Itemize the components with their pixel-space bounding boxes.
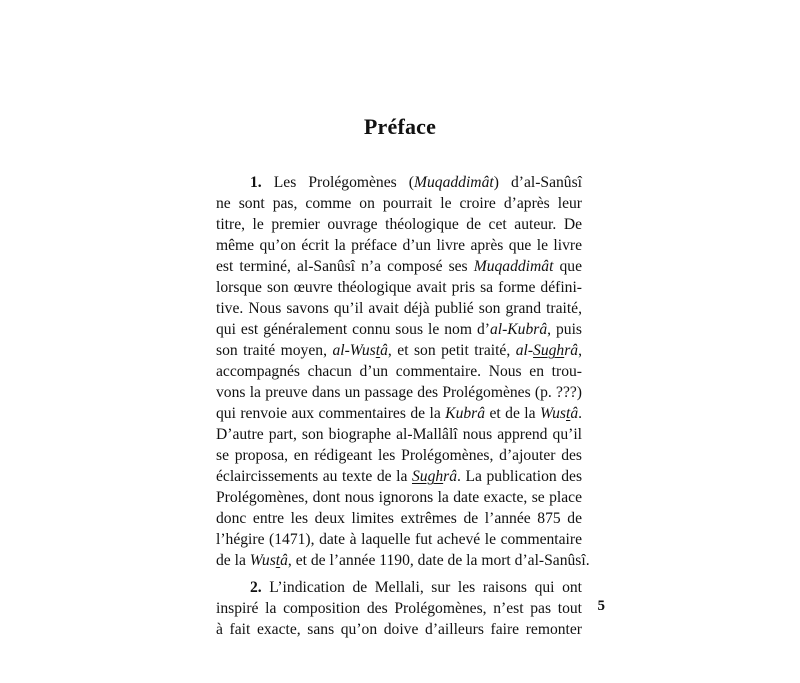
text-run: est terminé, al-Sanûsî n’a composé ses xyxy=(216,258,474,275)
text-run: râ xyxy=(564,342,579,359)
text-run: al- xyxy=(515,342,534,359)
text-line: se proposa, en rédigeant les Prolégomènes, d’ajouter des xyxy=(216,447,582,464)
text-run: qui est généralement connu sous le nom d’ xyxy=(216,321,490,338)
italic-term xyxy=(250,552,288,569)
paragraph-number: 1. xyxy=(250,174,262,191)
text-line: Prolégomènes, dont nous ignorons la date exacte, se place xyxy=(216,489,582,506)
text-line xyxy=(216,319,582,340)
text-run: , puis xyxy=(547,321,583,338)
text-line: à fait exacte, sans qu’on doive d’ailleurs faire remonter xyxy=(216,621,582,638)
italic-term: Kubrâ xyxy=(445,405,486,422)
italic-term xyxy=(332,342,387,359)
text-run: râ xyxy=(443,468,458,485)
italic-term: Muqaddimât xyxy=(414,174,494,191)
italic-term xyxy=(516,342,578,359)
text-line xyxy=(216,403,582,424)
page-title: Préface xyxy=(363,114,437,139)
text-run: de la xyxy=(216,552,250,569)
text-run: , xyxy=(578,342,582,359)
text-line xyxy=(216,577,582,598)
text-run: qui renvoie aux commentaires de la xyxy=(216,405,446,422)
text-run: que xyxy=(553,258,582,275)
text-line: vons la preuve dans un passage des Prolégomènes (p. ???) xyxy=(216,384,582,401)
italic-term xyxy=(540,405,578,422)
text-line: inspiré la composition des Prolégomènes, n’est pas tout xyxy=(216,600,582,617)
text-line: accompagnés chacun d’un commentaire. Nous en trou- xyxy=(216,363,582,380)
text-line xyxy=(216,340,582,361)
text-run: éclaircissements au texte de la xyxy=(216,468,412,485)
page-number: 5 xyxy=(597,598,605,614)
text-line xyxy=(216,172,582,193)
text-run: Wus xyxy=(249,552,276,569)
underlined-letter: t xyxy=(375,342,381,359)
text-run: . La publication des xyxy=(457,468,583,485)
text-line: même qu’on écrit la préface d’un livre après que le livre xyxy=(216,237,582,254)
text-run: , et de l’année 1190, date de la mort d’al-Sanûsî. xyxy=(287,552,590,569)
text-line: l’hégire (1471), date à laquelle fut achevé le commentaire xyxy=(216,531,582,548)
text-run: Wus xyxy=(539,405,566,422)
text-line: tive. Nous savons qu’il avait déjà publié son grand traité, xyxy=(216,300,582,317)
text-line: titre, le premier ouvrage théologique de cet auteur. De xyxy=(216,216,582,233)
text-line xyxy=(216,466,582,487)
underlined-letter: t xyxy=(275,552,281,569)
text-run: son traité moyen, xyxy=(216,342,333,359)
text-run: ) d’al-Sanûsî xyxy=(493,174,582,191)
text-run: â xyxy=(280,552,288,569)
underlined-letters: Sugh xyxy=(533,342,565,359)
text-line xyxy=(216,550,590,571)
text-run: al-Wus xyxy=(332,342,376,359)
text-line: D’autre part, son biographe al-Mallâlî nous apprend qu’il xyxy=(216,426,582,443)
text-run: . xyxy=(578,405,583,422)
paragraph-number: 2. xyxy=(250,579,262,596)
underlined-letter: t xyxy=(565,405,571,422)
text-line: ne sont pas, comme on pourrait le croire d’après leur xyxy=(216,195,582,212)
underlined-letters: Sugh xyxy=(411,468,444,485)
text-line: donc entre les deux limites extrêmes de l’année 875 de xyxy=(216,510,582,527)
text-run: et de la xyxy=(485,405,540,422)
text-run: L’indication de Mellali, sur les raisons qui ont xyxy=(261,579,582,596)
text-run: , et son petit traité, xyxy=(387,342,516,359)
italic-term: Muqaddimât xyxy=(473,258,554,275)
italic-term xyxy=(412,468,457,485)
text-run: â xyxy=(380,342,388,359)
text-line xyxy=(216,256,582,277)
italic-term: al-Kubrâ xyxy=(489,321,548,338)
text-run: â xyxy=(570,405,579,422)
text-run: Les Prolégomènes ( xyxy=(261,174,414,191)
body-text xyxy=(216,172,590,640)
text-line: lorsque son œuvre théologique avait pris sa forme défini- xyxy=(216,279,582,296)
